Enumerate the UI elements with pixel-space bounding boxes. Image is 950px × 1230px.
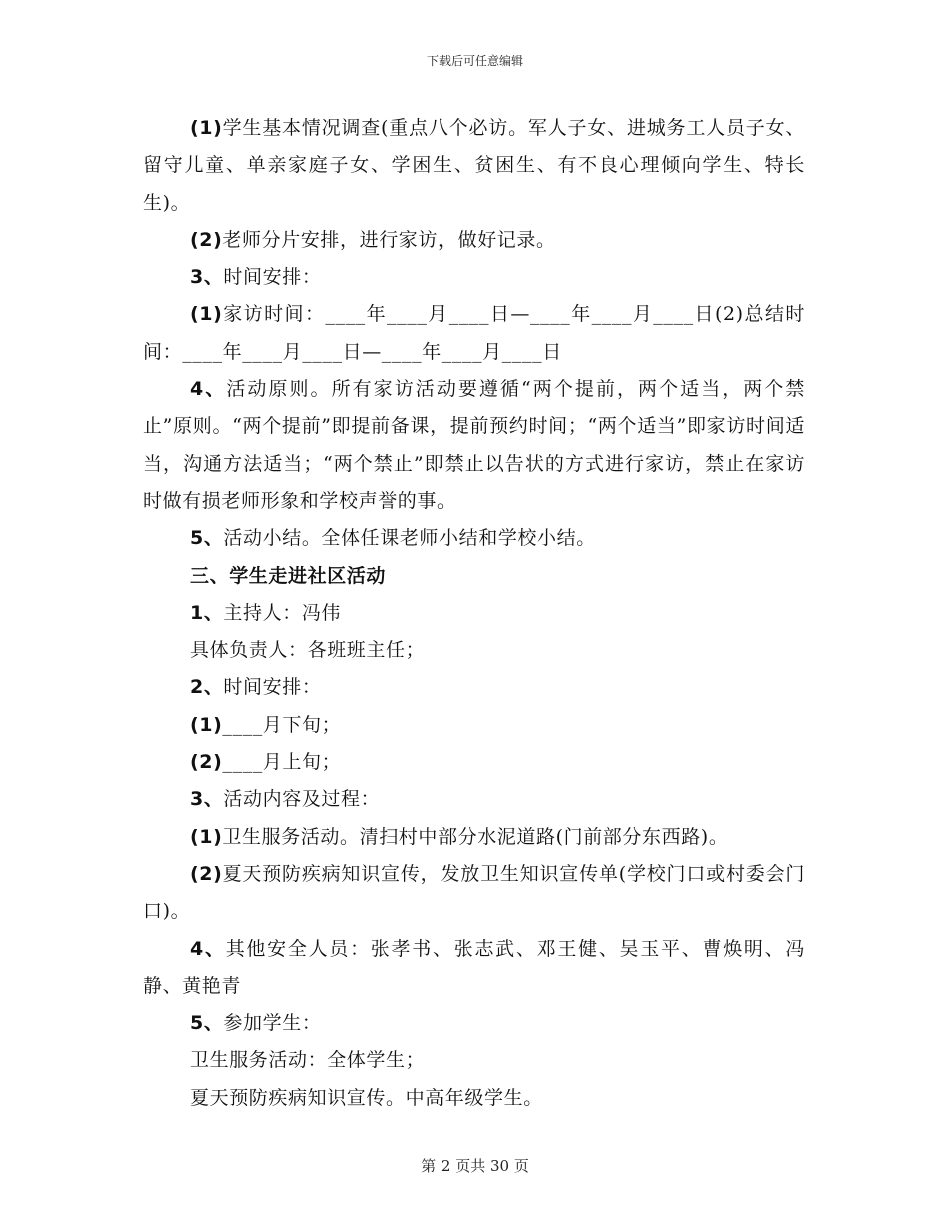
paragraph-text: 卫生服务活动。清扫村中部分水泥道路(门前部分东西路)。 — [222, 825, 729, 848]
paragraph — [143, 296, 805, 371]
paragraph-text: 夏天预防疾病知识宣传，发放卫生知识宣传单(学校门口或村委会门口)。 — [143, 862, 805, 923]
paragraph — [143, 669, 805, 706]
section-heading-text: 三、学生走进社区活动 — [190, 564, 387, 587]
paragraph-text: ____月上旬； — [222, 751, 342, 774]
item-number: 5、 — [190, 527, 224, 550]
item-number: 1、 — [190, 601, 224, 624]
paragraph — [143, 931, 805, 1006]
paragraph — [143, 856, 805, 931]
item-number: (2) — [190, 228, 223, 251]
item-number: (1) — [190, 713, 223, 736]
paragraph — [143, 819, 805, 856]
item-number: 4、 — [190, 378, 227, 401]
paragraph — [143, 222, 805, 259]
paragraph — [143, 371, 805, 520]
item-number: (2) — [190, 751, 223, 774]
paragraph — [143, 781, 805, 818]
paragraph — [143, 632, 805, 669]
paragraph-text: 家访时间：____年____月____日—____年____月____日(2)总结时间：____年____月____日—____年____月____日 — [143, 303, 805, 363]
paragraph — [143, 595, 805, 632]
paragraph — [143, 1005, 805, 1042]
item-number: 3、 — [190, 266, 224, 289]
paragraph-text: 参加学生： — [223, 1012, 322, 1035]
page-header: 下载后可任意编辑 — [426, 54, 523, 68]
paragraph-text: 夏天预防疾病知识宣传。中高年级学生。 — [190, 1086, 543, 1109]
paragraph-text: 时间安排： — [223, 266, 322, 289]
paragraph-text: 时间安排： — [223, 676, 322, 699]
paragraph — [143, 744, 805, 781]
paragraph-text: 其他安全人员：张孝书、张志武、邓王健、吴玉平、曹焕明、冯静、黄艳青 — [143, 937, 805, 997]
item-number: 4、 — [190, 937, 226, 960]
document-body — [143, 110, 805, 1117]
paragraph-text: 具体负责人：各班班主任； — [190, 639, 426, 662]
item-number: 5、 — [190, 1012, 224, 1035]
paragraph-text: 活动原则。所有家访活动要遵循“两个提前，两个适当，两个禁止”原则。“两个提前”即提前备课，提前预约时间；“两个适当”即家访时间适当，沟通方法适当；“两个禁止”即禁止以告状的方式进行家访，禁止在家访时做有损老师形象和学校声誉的事。 — [143, 378, 806, 512]
paragraph — [143, 110, 805, 222]
paragraph-text: 主持人：冯伟 — [223, 601, 342, 624]
page-footer: 第 2 页共 30 页 — [421, 1157, 529, 1175]
paragraph-text: 卫生服务活动：全体学生； — [190, 1049, 426, 1072]
paragraph — [143, 1080, 805, 1117]
item-number: (1) — [190, 825, 223, 848]
paragraph-text: 学生基本情况调查(重点八个必访。军人子女、进城务工人员子女、留守儿童、单亲家庭子女、学困生、贫困生、有不良心理倾向学生、特长生)。 — [143, 117, 805, 214]
paragraph — [143, 1042, 805, 1079]
paragraph-text: ____月下旬； — [222, 713, 342, 736]
paragraph-text: 活动小结。全体任课老师小结和学校小结。 — [223, 527, 596, 550]
item-number: (1) — [190, 117, 223, 139]
paragraph-text: 老师分片安排，进行家访，做好记录。 — [222, 228, 556, 251]
paragraph — [143, 259, 805, 296]
paragraph-text: 活动内容及过程： — [223, 788, 381, 811]
item-number: 2、 — [190, 676, 224, 699]
item-number: (2) — [190, 862, 223, 885]
paragraph — [143, 520, 805, 557]
paragraph — [143, 707, 805, 744]
section-heading — [143, 558, 805, 595]
item-number: (1) — [190, 303, 223, 326]
item-number: 3、 — [190, 788, 224, 811]
